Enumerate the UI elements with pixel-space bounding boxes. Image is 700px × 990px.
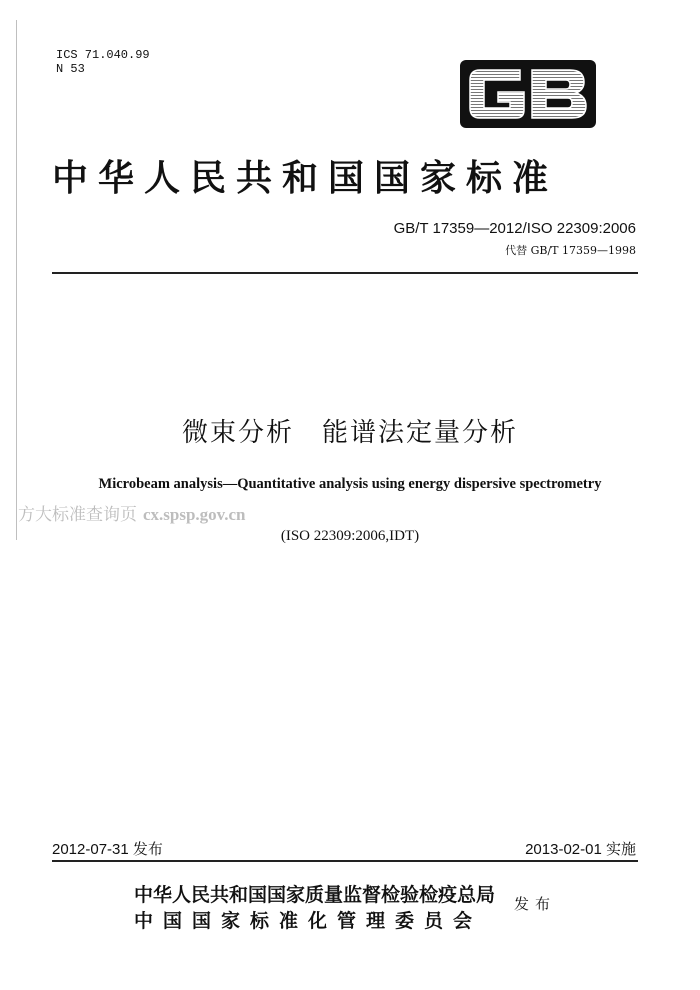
iso-reference: (ISO 22309:2006,IDT)	[280, 528, 420, 544]
implementation-date: 2013-02-01 实施	[525, 841, 636, 858]
title-chinese: 微束分析 能谱法定量分析	[181, 418, 518, 448]
organization-title: 中华人民共和国国家标准	[52, 158, 559, 199]
ics-code: ICS 71.040.99	[56, 48, 150, 62]
issue-date: 2012-07-31 发布	[52, 841, 163, 858]
replaces-standard: 代替 GB/T 17359—1998	[505, 244, 636, 257]
gb-logo	[458, 58, 598, 130]
standard-number: GB/T 17359—2012/ISO 22309:2006	[393, 220, 636, 237]
ccs-code: N 53	[56, 62, 85, 76]
watermark-url: cx.spsp.gov.cn	[143, 505, 246, 524]
classification-codes	[56, 48, 150, 76]
header-divider	[52, 272, 638, 274]
page-binding-edge	[16, 20, 17, 540]
publish-label: 发布	[514, 895, 557, 913]
footer-divider	[52, 860, 638, 862]
issuer-sac: 中国国家标准化管理委员会	[134, 910, 483, 932]
watermark	[18, 500, 246, 525]
issuer-aqsiq: 中华人民共和国国家质量监督检验检疫总局	[134, 884, 496, 906]
title-english: Microbeam analysis—Quantitative analysis using energy dispersive spectrometry	[98, 476, 602, 492]
watermark-cn: 方大标准查询页	[18, 505, 137, 525]
